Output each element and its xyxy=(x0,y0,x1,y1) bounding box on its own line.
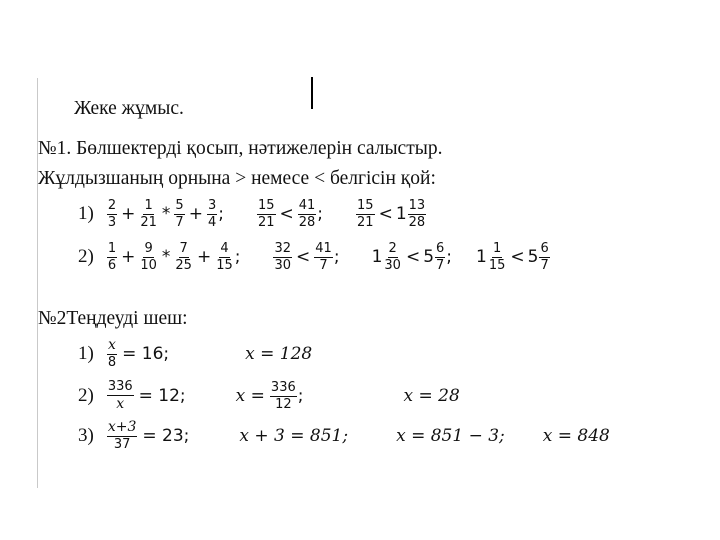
fraction: $\frac{1}{21}$ xyxy=(140,197,157,230)
solution-step: x = xyxy=(235,386,265,406)
heading: Жеке жұмыс. xyxy=(74,98,184,119)
row-label: 3) xyxy=(78,425,94,446)
whole-part: 1 xyxy=(476,247,487,267)
operator: * xyxy=(161,204,171,224)
separator: ; xyxy=(317,204,324,224)
operator: + xyxy=(121,247,136,267)
fraction: $\frac{6}{7}$ xyxy=(540,240,549,273)
separator: ; xyxy=(234,247,241,267)
fraction: $\frac{15}{21}$ xyxy=(257,197,275,230)
fraction: $\frac{6}{7}$ xyxy=(436,240,445,273)
comparison-sign: < xyxy=(279,204,294,224)
comparison-sign: < xyxy=(510,247,525,267)
separator: ; xyxy=(446,247,453,267)
fraction: $\frac{2}{3}$ xyxy=(107,197,117,230)
separator: ; xyxy=(297,386,304,406)
task2-row-1 xyxy=(78,334,312,374)
solution-step: x = 128 xyxy=(245,344,313,364)
solution-step: x = 28 xyxy=(403,386,460,406)
task2-row-3 xyxy=(78,416,610,456)
whole-part: 5 xyxy=(423,247,435,267)
fraction: $\frac{15}{21}$ xyxy=(357,197,374,230)
row-label: 1) xyxy=(78,343,94,364)
fraction: $\frac{336}{x}$ xyxy=(107,379,133,412)
solution-step: x = 851 − 3; xyxy=(396,426,505,446)
task1-row-2 xyxy=(78,237,551,277)
fraction: $\frac{336}{12}$ xyxy=(270,379,296,412)
equation-rhs: = 16; xyxy=(122,344,170,364)
comparison-sign: < xyxy=(405,247,421,267)
task1-title: №1. Бөлшектерді қосып, нәтижелерін салыстыр. xyxy=(38,138,443,159)
row-label: 2) xyxy=(78,246,94,267)
operator: + xyxy=(121,204,136,224)
row-label: 2) xyxy=(78,385,94,406)
comparison-sign: < xyxy=(296,247,311,267)
fraction: $\frac{41}{7}$ xyxy=(315,240,332,273)
text-cursor xyxy=(311,77,313,109)
whole-part: 1 xyxy=(371,247,383,267)
task1-instruction: Жұлдызшаның орнына > немесе < белгісін қой: xyxy=(38,168,436,189)
task2-title: №2Теңдеуді шеш: xyxy=(38,308,188,329)
fraction: $\frac{13}{28}$ xyxy=(408,197,426,230)
row-label: 1) xyxy=(78,203,94,224)
solution-step: x + 3 = 851; xyxy=(239,426,349,446)
fraction: $\frac{3}{4}$ xyxy=(207,197,217,230)
fraction: $\frac{5}{7}$ xyxy=(175,197,184,230)
fraction: $\frac{41}{28}$ xyxy=(298,197,316,230)
whole-part: 1 xyxy=(395,204,407,224)
fraction: $\frac{4}{15}$ xyxy=(216,240,233,273)
fraction: $\frac{9}{10}$ xyxy=(140,240,157,273)
task1-row-1 xyxy=(78,194,427,234)
task2-row-2 xyxy=(78,376,460,416)
comparison-sign: < xyxy=(378,204,393,224)
operator: * xyxy=(161,247,171,267)
fraction: $\frac{x}{8}$ xyxy=(107,337,117,371)
equation-rhs: = 23; xyxy=(142,426,190,446)
solution-step: x = 848 xyxy=(542,426,610,446)
separator: ; xyxy=(218,204,224,224)
fraction: $\frac{32}{30}$ xyxy=(274,240,292,273)
operator: + xyxy=(188,204,203,224)
fraction: $\frac{x+3}{37}$ xyxy=(107,419,137,453)
fraction: $\frac{2}{30}$ xyxy=(384,240,401,273)
equation-rhs: = 12; xyxy=(138,386,186,406)
fraction: $\frac{1}{6}$ xyxy=(107,240,117,273)
separator: ; xyxy=(333,247,340,267)
operator: + xyxy=(196,247,212,267)
fraction: $\frac{1}{15}$ xyxy=(488,240,506,273)
whole-part: 5 xyxy=(527,247,539,267)
fraction: $\frac{7}{25}$ xyxy=(175,240,192,273)
